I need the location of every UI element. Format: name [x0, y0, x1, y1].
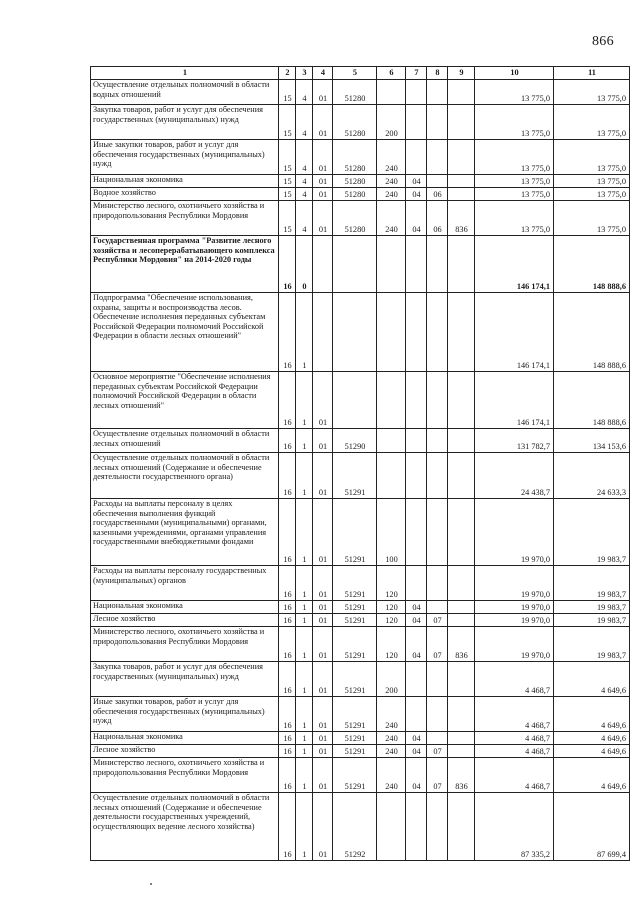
- code-cell: 01: [313, 601, 333, 614]
- table-header-row: [91, 67, 630, 80]
- code-cell: 120: [377, 566, 406, 601]
- code-cell: 51291: [333, 566, 377, 601]
- code-cell: 01: [313, 188, 333, 201]
- code-cell: 1: [296, 293, 313, 372]
- amount-cell: 13 775,0: [554, 188, 630, 201]
- row-name-cell: Государственная программа "Развитие лесного хозяйства и лесоперерабатывающего комплекса Республики Мордовия" на 2014-2020 годы: [91, 236, 279, 293]
- code-cell: 16: [279, 662, 296, 697]
- amount-cell: 87 699,4: [554, 793, 630, 861]
- table-row: [91, 499, 630, 566]
- amount-cell: 19 983,7: [554, 627, 630, 662]
- row-name-cell: Осуществление отдельных полномочий в области водных отношений: [91, 80, 279, 105]
- amount-cell: 13 775,0: [554, 105, 630, 140]
- code-cell: [448, 105, 475, 140]
- code-cell: 16: [279, 745, 296, 758]
- code-cell: [427, 601, 448, 614]
- code-cell: 1: [296, 697, 313, 732]
- table-row: [91, 453, 630, 499]
- code-cell: [427, 105, 448, 140]
- code-cell: [427, 793, 448, 861]
- row-name-cell: Закупка товаров, работ и услуг для обеспечения государственных (муниципальных) нужд: [91, 105, 279, 140]
- amount-cell: 148 888,6: [554, 236, 630, 293]
- code-cell: [406, 453, 427, 499]
- amount-cell: 4 468,7: [475, 732, 554, 745]
- code-cell: [448, 793, 475, 861]
- code-cell: 1: [296, 793, 313, 861]
- code-cell: [333, 236, 377, 293]
- table-row: [91, 201, 630, 236]
- table-row: [91, 140, 630, 175]
- code-cell: 01: [313, 732, 333, 745]
- code-cell: [448, 566, 475, 601]
- code-cell: 120: [377, 614, 406, 627]
- amount-cell: 19 983,7: [554, 601, 630, 614]
- code-cell: 16: [279, 758, 296, 793]
- row-name-cell: Национальная экономика: [91, 732, 279, 745]
- code-cell: 01: [313, 614, 333, 627]
- code-cell: [448, 236, 475, 293]
- table-row: [91, 758, 630, 793]
- amount-cell: 4 468,7: [475, 758, 554, 793]
- code-cell: 200: [377, 105, 406, 140]
- amount-cell: 4 649,6: [554, 732, 630, 745]
- code-cell: [406, 80, 427, 105]
- code-cell: 200: [377, 662, 406, 697]
- table-row: [91, 188, 630, 201]
- code-cell: 51291: [333, 627, 377, 662]
- amount-cell: 24 438,7: [475, 453, 554, 499]
- amount-cell: 131 782,7: [475, 429, 554, 453]
- code-cell: 01: [313, 745, 333, 758]
- column-header: 6: [377, 67, 406, 80]
- code-cell: 01: [313, 105, 333, 140]
- code-cell: 01: [313, 566, 333, 601]
- amount-cell: 13 775,0: [554, 80, 630, 105]
- code-cell: [377, 236, 406, 293]
- code-cell: 15: [279, 80, 296, 105]
- column-header: 5: [333, 67, 377, 80]
- code-cell: [448, 662, 475, 697]
- code-cell: 16: [279, 697, 296, 732]
- table-row: [91, 429, 630, 453]
- column-header: 7: [406, 67, 427, 80]
- code-cell: [377, 80, 406, 105]
- code-cell: 240: [377, 140, 406, 175]
- code-cell: 1: [296, 627, 313, 662]
- amount-cell: 19 970,0: [475, 627, 554, 662]
- amount-cell: 19 983,7: [554, 614, 630, 627]
- row-name-cell: Осуществление отдельных полномочий в области лесных отношений (Содержание и обеспечение деятельности государственного органа): [91, 453, 279, 499]
- amount-cell: 13 775,0: [475, 201, 554, 236]
- code-cell: [427, 429, 448, 453]
- code-cell: 120: [377, 601, 406, 614]
- amount-cell: 13 775,0: [554, 201, 630, 236]
- table-row: [91, 745, 630, 758]
- amount-cell: 148 888,6: [554, 293, 630, 372]
- row-name-cell: Осуществление отдельных полномочий в области лесных отношений: [91, 429, 279, 453]
- column-header: 3: [296, 67, 313, 80]
- code-cell: 4: [296, 175, 313, 188]
- code-cell: [448, 745, 475, 758]
- code-cell: 04: [406, 614, 427, 627]
- code-cell: 51280: [333, 105, 377, 140]
- code-cell: [427, 175, 448, 188]
- scan-speck: [150, 883, 152, 885]
- code-cell: [377, 293, 406, 372]
- code-cell: 16: [279, 372, 296, 429]
- code-cell: [427, 293, 448, 372]
- code-cell: 51291: [333, 614, 377, 627]
- column-header: 10: [475, 67, 554, 80]
- code-cell: 01: [313, 201, 333, 236]
- row-name-cell: Министерство лесного, охотничьего хозяйства и природопользования Республики Мордовия: [91, 201, 279, 236]
- code-cell: 04: [406, 601, 427, 614]
- code-cell: 836: [448, 201, 475, 236]
- code-cell: 51291: [333, 453, 377, 499]
- amount-cell: 19 983,7: [554, 499, 630, 566]
- code-cell: [427, 662, 448, 697]
- table-row: [91, 614, 630, 627]
- amount-cell: 148 888,6: [554, 372, 630, 429]
- table-row: [91, 627, 630, 662]
- column-header: 9: [448, 67, 475, 80]
- table-row: [91, 601, 630, 614]
- row-name-cell: Подпрограмма "Обеспечение использования, охраны, защиты и воспроизводства лесов. Обеспечение исполнения переданных субъектам Российской Федерации полномочий Российской Федерации в области лесных отношений": [91, 293, 279, 372]
- code-cell: [448, 188, 475, 201]
- code-cell: [406, 140, 427, 175]
- amount-cell: 134 153,6: [554, 429, 630, 453]
- code-cell: [448, 429, 475, 453]
- code-cell: 15: [279, 140, 296, 175]
- code-cell: 4: [296, 140, 313, 175]
- code-cell: 04: [406, 188, 427, 201]
- code-cell: 1: [296, 601, 313, 614]
- row-name-cell: Осуществление отдельных полномочий в области лесных отношений (Содержание и обеспечение деятельности государственных учреждений, осуществляющих ведение лесного хозяйства): [91, 793, 279, 861]
- code-cell: [377, 793, 406, 861]
- code-cell: 04: [406, 732, 427, 745]
- code-cell: 01: [313, 175, 333, 188]
- code-cell: 01: [313, 429, 333, 453]
- code-cell: 240: [377, 697, 406, 732]
- row-name-cell: Национальная экономика: [91, 175, 279, 188]
- code-cell: 1: [296, 745, 313, 758]
- code-cell: 1: [296, 662, 313, 697]
- table-row: [91, 566, 630, 601]
- code-cell: 1: [296, 429, 313, 453]
- code-cell: [448, 601, 475, 614]
- code-cell: [448, 697, 475, 732]
- table-row: [91, 697, 630, 732]
- code-cell: 07: [427, 627, 448, 662]
- table-row: [91, 732, 630, 745]
- table-row: [91, 175, 630, 188]
- code-cell: 240: [377, 732, 406, 745]
- amount-cell: 13 775,0: [475, 105, 554, 140]
- table-body: [91, 80, 630, 861]
- amount-cell: 13 775,0: [475, 188, 554, 201]
- amount-cell: 146 174,1: [475, 236, 554, 293]
- amount-cell: 13 775,0: [554, 175, 630, 188]
- code-cell: [406, 372, 427, 429]
- code-cell: [377, 453, 406, 499]
- table-row: [91, 293, 630, 372]
- code-cell: 07: [427, 614, 448, 627]
- amount-cell: 146 174,1: [475, 372, 554, 429]
- code-cell: [377, 429, 406, 453]
- code-cell: [427, 697, 448, 732]
- row-name-cell: Лесное хозяйство: [91, 745, 279, 758]
- code-cell: 51280: [333, 188, 377, 201]
- code-cell: [406, 566, 427, 601]
- code-cell: 51280: [333, 201, 377, 236]
- code-cell: 51292: [333, 793, 377, 861]
- code-cell: [377, 372, 406, 429]
- code-cell: 4: [296, 201, 313, 236]
- code-cell: 1: [296, 758, 313, 793]
- code-cell: 51290: [333, 429, 377, 453]
- column-header: 1: [91, 67, 279, 80]
- code-cell: 51280: [333, 175, 377, 188]
- code-cell: 16: [279, 601, 296, 614]
- table-row: [91, 662, 630, 697]
- code-cell: 836: [448, 627, 475, 662]
- code-cell: 04: [406, 745, 427, 758]
- code-cell: 16: [279, 627, 296, 662]
- table-row: [91, 793, 630, 861]
- code-cell: 1: [296, 372, 313, 429]
- code-cell: 01: [313, 758, 333, 793]
- code-cell: [427, 566, 448, 601]
- amount-cell: 4 468,7: [475, 745, 554, 758]
- code-cell: [448, 499, 475, 566]
- amount-cell: 19 970,0: [475, 614, 554, 627]
- code-cell: [448, 372, 475, 429]
- row-name-cell: Основное мероприятие "Обеспечение исполнения переданных субъектам Российской Федерации полномочий Российской Федерации в области лесных отношений": [91, 372, 279, 429]
- code-cell: 1: [296, 732, 313, 745]
- table-row: [91, 236, 630, 293]
- code-cell: 04: [406, 175, 427, 188]
- amount-cell: 4 649,6: [554, 662, 630, 697]
- code-cell: 240: [377, 758, 406, 793]
- code-cell: 1: [296, 566, 313, 601]
- row-name-cell: Иные закупки товаров, работ и услуг для обеспечения государственных (муниципальных) нужд: [91, 697, 279, 732]
- code-cell: [333, 293, 377, 372]
- code-cell: 836: [448, 758, 475, 793]
- code-cell: 16: [279, 732, 296, 745]
- code-cell: [427, 140, 448, 175]
- code-cell: 51291: [333, 758, 377, 793]
- code-cell: 240: [377, 745, 406, 758]
- amount-cell: 13 775,0: [475, 80, 554, 105]
- code-cell: 51291: [333, 745, 377, 758]
- code-cell: 240: [377, 175, 406, 188]
- code-cell: [448, 175, 475, 188]
- code-cell: [448, 80, 475, 105]
- row-name-cell: Водное хозяйство: [91, 188, 279, 201]
- code-cell: 01: [313, 697, 333, 732]
- code-cell: [427, 499, 448, 566]
- code-cell: 120: [377, 627, 406, 662]
- code-cell: 16: [279, 566, 296, 601]
- amount-cell: 87 335,2: [475, 793, 554, 861]
- amount-cell: 4 468,7: [475, 662, 554, 697]
- code-cell: [448, 732, 475, 745]
- code-cell: 16: [279, 429, 296, 453]
- code-cell: [406, 793, 427, 861]
- code-cell: [406, 293, 427, 372]
- table-row: [91, 105, 630, 140]
- row-name-cell: Министерство лесного, охотничьего хозяйства и природопользования Республики Мордовия: [91, 758, 279, 793]
- code-cell: 01: [313, 499, 333, 566]
- code-cell: 15: [279, 188, 296, 201]
- code-cell: 15: [279, 201, 296, 236]
- amount-cell: 19 970,0: [475, 601, 554, 614]
- code-cell: [313, 236, 333, 293]
- amount-cell: 19 983,7: [554, 566, 630, 601]
- table-row: [91, 80, 630, 105]
- code-cell: 240: [377, 201, 406, 236]
- page-number: 866: [592, 34, 614, 49]
- amount-cell: 4 649,6: [554, 758, 630, 793]
- code-cell: 04: [406, 201, 427, 236]
- code-cell: 01: [313, 372, 333, 429]
- row-name-cell: Расходы на выплаты персоналу в целях обеспечения выполнения функций государственными (муниципальными) органами, казенными учреждениями, органами управления государственными внебюджетными фондами: [91, 499, 279, 566]
- code-cell: [427, 236, 448, 293]
- row-name-cell: Национальная экономика: [91, 601, 279, 614]
- code-cell: 04: [406, 627, 427, 662]
- amount-cell: 4 649,6: [554, 697, 630, 732]
- code-cell: 04: [406, 758, 427, 793]
- code-cell: [406, 429, 427, 453]
- code-cell: 240: [377, 188, 406, 201]
- code-cell: 16: [279, 293, 296, 372]
- code-cell: 1: [296, 453, 313, 499]
- code-cell: [427, 732, 448, 745]
- column-header: 2: [279, 67, 296, 80]
- code-cell: 06: [427, 188, 448, 201]
- code-cell: 15: [279, 105, 296, 140]
- code-cell: [448, 140, 475, 175]
- code-cell: 16: [279, 453, 296, 499]
- code-cell: [427, 453, 448, 499]
- code-cell: 16: [279, 236, 296, 293]
- amount-cell: 13 775,0: [475, 175, 554, 188]
- code-cell: [427, 80, 448, 105]
- code-cell: 16: [279, 499, 296, 566]
- code-cell: 51291: [333, 601, 377, 614]
- code-cell: [406, 236, 427, 293]
- row-name-cell: Лесное хозяйство: [91, 614, 279, 627]
- code-cell: 51280: [333, 140, 377, 175]
- column-header: 4: [313, 67, 333, 80]
- amount-cell: 13 775,0: [554, 140, 630, 175]
- row-name-cell: Закупка товаров, работ и услуг для обеспечения государственных (муниципальных) нужд: [91, 662, 279, 697]
- table-row: [91, 372, 630, 429]
- code-cell: 01: [313, 662, 333, 697]
- code-cell: [406, 499, 427, 566]
- amount-cell: 19 970,0: [475, 499, 554, 566]
- budget-table: [90, 66, 630, 861]
- code-cell: [406, 662, 427, 697]
- amount-cell: 24 633,3: [554, 453, 630, 499]
- code-cell: [406, 697, 427, 732]
- code-cell: 4: [296, 80, 313, 105]
- code-cell: 0: [296, 236, 313, 293]
- code-cell: 51291: [333, 697, 377, 732]
- code-cell: 06: [427, 201, 448, 236]
- code-cell: 01: [313, 453, 333, 499]
- amount-cell: 146 174,1: [475, 293, 554, 372]
- row-name-cell: Иные закупки товаров, работ и услуг для обеспечения государственных (муниципальных) нужд: [91, 140, 279, 175]
- code-cell: 01: [313, 80, 333, 105]
- code-cell: 100: [377, 499, 406, 566]
- amount-cell: 4 649,6: [554, 745, 630, 758]
- code-cell: [406, 105, 427, 140]
- column-header: 11: [554, 67, 630, 80]
- amount-cell: 4 468,7: [475, 697, 554, 732]
- code-cell: [333, 372, 377, 429]
- code-cell: 51291: [333, 732, 377, 745]
- code-cell: 16: [279, 793, 296, 861]
- row-name-cell: Министерство лесного, охотничьего хозяйства и природопользования Республики Мордовия: [91, 627, 279, 662]
- code-cell: 16: [279, 614, 296, 627]
- code-cell: [448, 293, 475, 372]
- code-cell: [313, 293, 333, 372]
- code-cell: 07: [427, 745, 448, 758]
- column-header: 8: [427, 67, 448, 80]
- code-cell: 51280: [333, 80, 377, 105]
- amount-cell: 19 970,0: [475, 566, 554, 601]
- code-cell: 51291: [333, 662, 377, 697]
- code-cell: 1: [296, 499, 313, 566]
- amount-cell: 13 775,0: [475, 140, 554, 175]
- row-name-cell: Расходы на выплаты персоналу государственных (муниципальных) органов: [91, 566, 279, 601]
- code-cell: 51291: [333, 499, 377, 566]
- code-cell: [448, 614, 475, 627]
- code-cell: 01: [313, 793, 333, 861]
- code-cell: 1: [296, 614, 313, 627]
- code-cell: 01: [313, 140, 333, 175]
- code-cell: 07: [427, 758, 448, 793]
- code-cell: 4: [296, 188, 313, 201]
- code-cell: 01: [313, 627, 333, 662]
- code-cell: [448, 453, 475, 499]
- code-cell: 4: [296, 105, 313, 140]
- code-cell: 15: [279, 175, 296, 188]
- code-cell: [427, 372, 448, 429]
